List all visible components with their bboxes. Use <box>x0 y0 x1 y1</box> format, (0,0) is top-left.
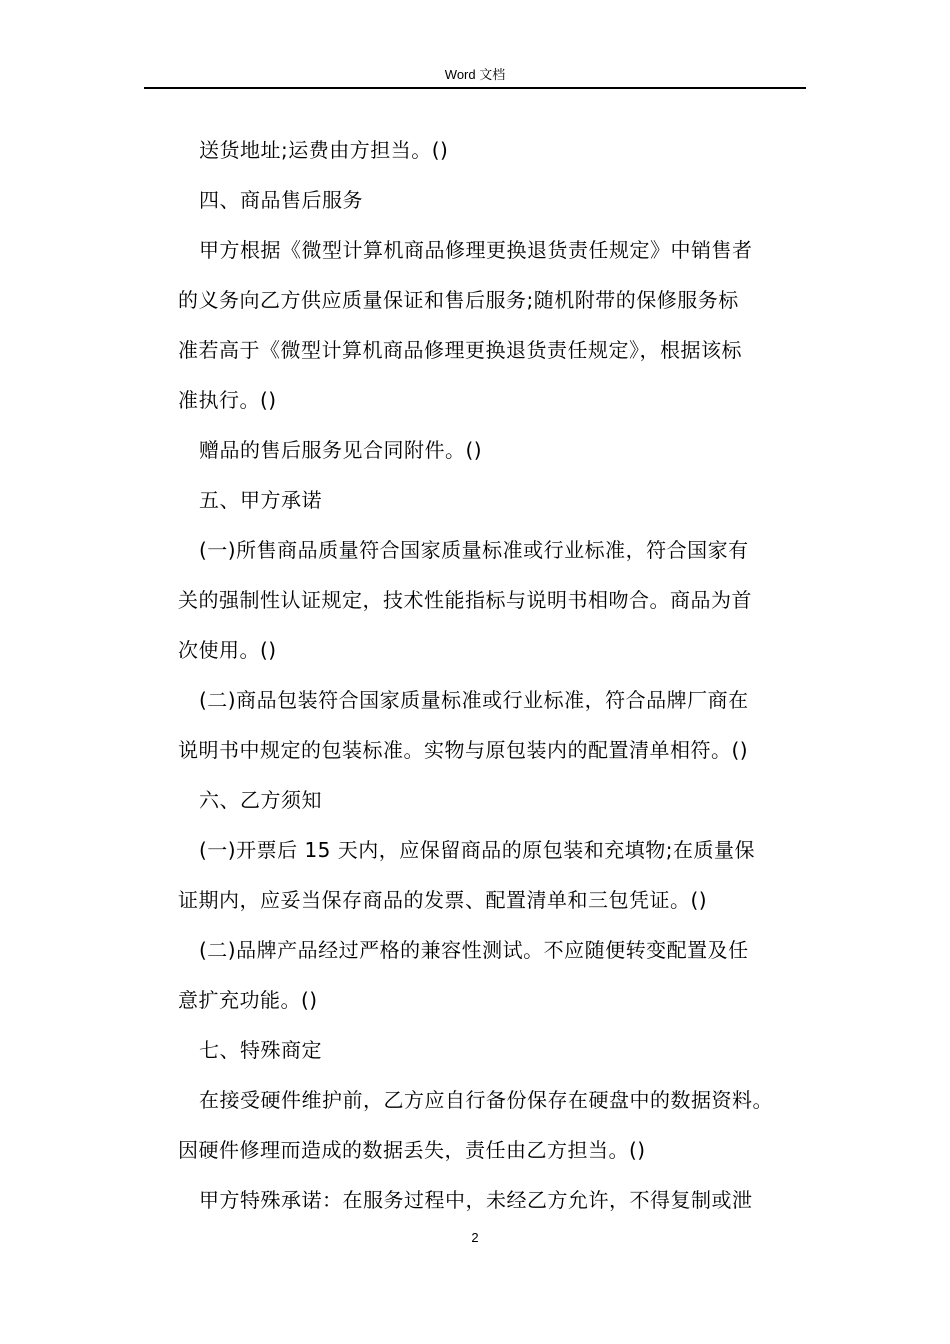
section-heading: 六、乙方须知 <box>199 788 322 812</box>
section-heading: 七、特殊商定 <box>199 1038 322 1062</box>
paragraph-line: (二)品牌产品经过严格的兼容性测试。不应随便转变配置及任 <box>199 938 749 962</box>
page-number: 2 <box>471 1230 479 1245</box>
paragraph-line: 在接受硬件维护前，乙方应自行备份保存在硬盘中的数据资料。 <box>199 1088 773 1112</box>
paragraph-line: 关的强制性认证规定，技术性能指标与说明书相吻合。商品为首 <box>178 588 752 612</box>
paragraph-line: 意扩充功能。() <box>178 988 318 1012</box>
paragraph-line: 赠品的售后服务见合同附件。() <box>199 438 483 462</box>
paragraph-line: 甲方根据《微型计算机商品修理更换退货责任规定》中销售者 <box>199 238 753 262</box>
paragraph-line: 送货地址;运费由方担当。() <box>199 138 449 162</box>
paragraph-line: 因硬件修理而造成的数据丢失，责任由乙方担当。() <box>178 1138 646 1162</box>
paragraph-line: 准若高于《微型计算机商品修理更换退货责任规定》，根据该标 <box>178 338 742 362</box>
header-divider <box>144 87 806 89</box>
paragraph-line: 准执行。() <box>178 388 277 412</box>
document-body <box>178 125 818 1225</box>
paragraph-line: (一)所售商品质量符合国家质量标准或行业标准，符合国家有 <box>199 538 749 562</box>
paragraph-line: 甲方特殊承诺：在服务过程中，未经乙方允许，不得复制或泄 <box>199 1188 753 1212</box>
section-heading: 四、商品售后服务 <box>199 188 363 212</box>
paragraph-line: (一)开票后 15 天内，应保留商品的原包装和充填物;在质量保 <box>199 838 756 862</box>
paragraph-line: 证期内，应妥当保存商品的发票、配置清单和三包凭证。() <box>178 888 708 912</box>
section-heading: 五、甲方承诺 <box>199 488 322 512</box>
document-header-title: Word 文档 <box>444 67 506 82</box>
paragraph-line: 说明书中规定的包装标准。实物与原包装内的配置清单相符。() <box>178 738 749 762</box>
paragraph-line: 次使用。() <box>178 638 277 662</box>
paragraph-line: 的义务向乙方供应质量保证和售后服务;随机附带的保修服务标 <box>178 288 739 312</box>
paragraph-line: (二)商品包装符合国家质量标准或行业标准，符合品牌厂商在 <box>199 688 749 712</box>
